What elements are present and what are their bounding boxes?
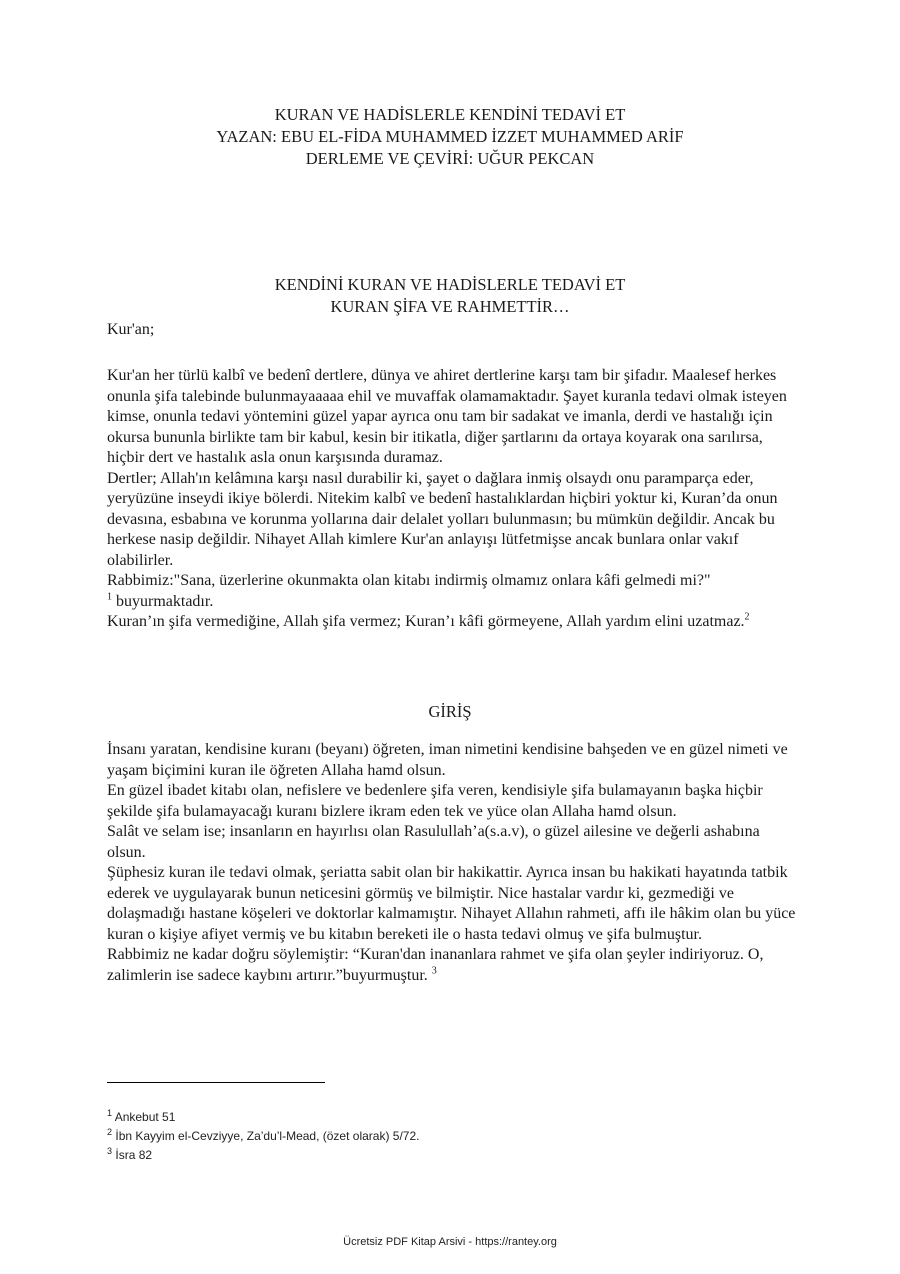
author-line: YAZAN: EBU EL-FİDA MUHAMMED İZZET MUHAMMED ARİF — [216, 127, 684, 146]
intro-paragraph: Dertler; Allah'ın kelâmına karşı nasıl durabilir ki, şayet o dağlara inmiş olsaydı onu paramparça eder, yeryüzüne inseydi ikiye bölerdi. Nitekim kalbî ve bedenî hastalıklardan hiçbiri yoktur ki, Kuran’da onun devasına, esbabına ve korunma yollarına dair delalet yolları bulunmasın; bu mümkün değildir. Ancak bu herkese nasip değildir. Nihayet Allah kimlere Kur'an anlayışı lütfetmişse ancak bunlara onlar vakıf olabilirler. — [107, 469, 778, 569]
footnote-ref[interactable]: 2 — [744, 611, 750, 623]
footnote-ref[interactable]: 1 — [107, 591, 112, 603]
intro-label: Kur'an; — [107, 321, 155, 338]
giris-paragraph: En güzel ibadet kitabı olan, nefislere ve bedenlere şifa veren, kendisiyle şifa bulamayanın başka hiçbir şekilde şifa bulamayacağı kuranı bizlere ikram eden tek ve yüce olan Allaha hamd olsun. — [107, 782, 763, 820]
translator-line: DERLEME VE ÇEVİRİ: UĞUR PEKCAN — [305, 149, 595, 168]
intro-body — [107, 366, 797, 633]
intro-paragraph-quote — [107, 571, 797, 612]
footnote-text: Ankebut 51 — [114, 1110, 176, 1124]
section-heading-line2: KURAN ŞİFA VE RAHMETTİR… — [330, 297, 570, 316]
giris-paragraph: Şüphesiz kuran ile tedavi olmak, şeriatta sabit olan bir hakikattir. Ayrıca insan bu hakikati hayatında tatbik ederek ve uygulayarak bunun neticesini görmüş ve bilmiştir. Nice hastalar vardır ki, gezmediği ve dolaşmadığı hastane köşeleri ve doktorlar kalmamıştır. Nihayet Allahın rahmeti, affı ile hâkim olan bu yüce kuran o kişiye afiyet vermiş ve bu kitabın bereketi ile o hasta tedavi olmuş ve şifa bulmuştur. — [107, 864, 796, 943]
footnote-number: 2 — [107, 1127, 113, 1137]
quote-text: Rabbimiz:"Sana, üzerlerine okunmakta olan kitabı indirmiş olmamız onlara kâfi gelmedi mi?" — [107, 572, 711, 589]
intro-paragraph — [107, 612, 797, 633]
giris-paragraph: İnsanı yaratan, kendisine kuranı (beyanı) öğreten, iman nimetini kendisine bahşeden ve en güzel nimeti ve yaşam biçimini kuran ile öğreten Allaha hamd olsun. — [107, 741, 788, 779]
paragraph-text: Kuran’ın şifa vermediğine, Allah şifa vermez; Kuran’ı kâfi görmeyene, Allah yardım elini uzatmaz. — [107, 613, 745, 630]
footnote-divider — [107, 1082, 325, 1083]
footnote-item — [107, 1146, 419, 1165]
footnote-text: İbn Kayyim el-Cevziyye, Za’du’l-Mead, (özet olarak) 5/72. — [115, 1129, 420, 1143]
giris-heading: GİRİŞ — [428, 702, 472, 721]
giris-body — [107, 740, 797, 986]
footnote-item — [107, 1127, 419, 1146]
footnote-ref[interactable]: 3 — [431, 965, 437, 977]
section-heading-line1: KENDİNİ KURAN VE HADİSLERLE TEDAVİ ET — [274, 275, 626, 294]
page-footer: Ücretsiz PDF Kitap Arsivi - https://rantey.org — [343, 1236, 557, 1248]
intro-paragraph: Kur'an her türlü kalbî ve bedenî dertlere, dünya ve ahiret dertlerine karşı tam bir şifadır. Maalesef herkes onunla şifa talebinde bulunmayaaaaa ehil ve muvaffak olamamaktadır. Şayet kuranla tedavi olmak isteyen kimse, onunla tedavi yöntemini güzel yapar ayrıca onu tam bir sadakat ve imanla, derdi ve hastalığı için okursa bununla birlikte tam bir kabul, kesin bir itikatla, diğer şartlarını da ortaya koyarak ona sarılırsa, hiçbir dert ve hastalık asla onun karşısında duramaz. — [107, 367, 787, 466]
footnote-item — [107, 1108, 419, 1127]
giris-paragraph: Salât ve selam ise; insanların en hayırlısı olan Rasulullah’a(s.a.v), o güzel ailesine ve değerli ashabına olsun. — [107, 823, 760, 861]
quote-continuation: buyurmaktadır. — [112, 592, 214, 610]
giris-paragraph — [107, 945, 797, 986]
footnote-text: İsra 82 — [115, 1148, 153, 1162]
book-title: KURAN VE HADİSLERLE KENDİNİ TEDAVİ ET — [274, 105, 626, 124]
paragraph-text: Rabbimiz ne kadar doğru söylemiştir: “Kuran'dan inananlara rahmet ve şifa olan şeyler indiriyoruz. O, zalimlerin ise sadece kaybını artırır.”buyurmuştur. — [107, 946, 764, 984]
footnotes — [107, 1108, 419, 1165]
footnote-number: 1 — [107, 1108, 113, 1118]
section-heading — [0, 274, 900, 318]
footnote-number: 3 — [107, 1146, 113, 1156]
document-title-block — [0, 104, 900, 170]
